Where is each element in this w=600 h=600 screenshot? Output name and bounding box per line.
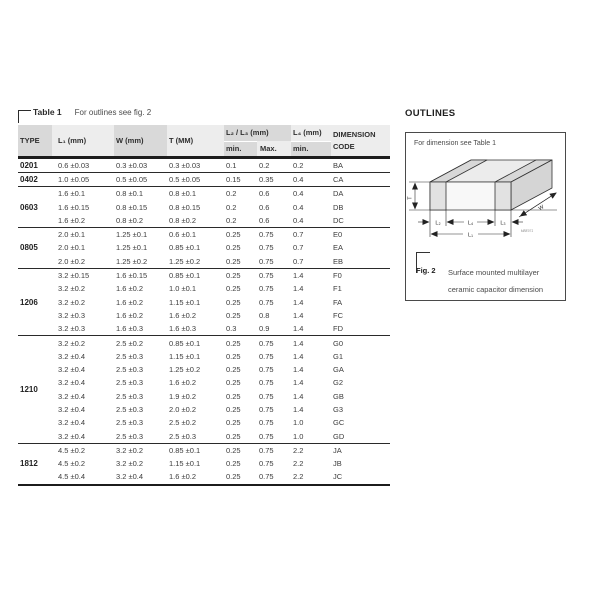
- table-cell: 3.2 ±0.2: [116, 445, 144, 455]
- table-cell: 1.15 ±0.1: [169, 351, 201, 361]
- table-cell: 0.8: [259, 310, 270, 320]
- table-cell: 1.6 ±0.15: [116, 271, 148, 281]
- table-cell: 1.4: [293, 338, 304, 348]
- table-cell: 0.2: [259, 160, 270, 170]
- table-cell: 1.4: [293, 324, 304, 334]
- table-cell: F0: [333, 271, 342, 281]
- table-group-0805: [18, 228, 390, 269]
- table-cell: GD: [333, 431, 345, 441]
- table-cell: 1.0: [293, 431, 304, 441]
- header-l4: L₄ (mm): [293, 128, 322, 138]
- table-cell: 0.75: [259, 378, 274, 388]
- table-cell: 0.75: [259, 472, 274, 482]
- table-title: Table 1: [33, 107, 62, 117]
- table-cell: 0.85 ±0.1: [169, 271, 201, 281]
- table-cell: 0.2: [226, 215, 237, 225]
- type-label: 1206: [20, 297, 38, 307]
- table-cell: 1.25 ±0.1: [116, 243, 148, 253]
- table-cell: 0.3: [226, 324, 237, 334]
- figure-caption-text: [448, 265, 543, 298]
- table-group-0201: [18, 159, 390, 173]
- table-cell: JA: [333, 445, 342, 455]
- table-cell: EB: [333, 256, 344, 266]
- table-cell: FC: [333, 310, 343, 320]
- table-cell: 1.4: [293, 271, 304, 281]
- table-cell: 3.2 ±0.15: [58, 271, 90, 281]
- table-cell: 0.8 ±0.2: [169, 215, 197, 225]
- table-cell: 0.1: [226, 160, 237, 170]
- table-cell: 3.2 ±0.2: [58, 338, 86, 348]
- dim-label-w: W: [537, 204, 546, 213]
- table-cell: 0.35: [259, 174, 274, 184]
- header-t: T (MM): [169, 136, 194, 145]
- table-cell: 1.4: [293, 351, 304, 361]
- header-l2l3-max: Max.: [257, 141, 291, 157]
- table-group-0603: [18, 187, 390, 228]
- table-cell: 0.6: [259, 215, 270, 225]
- table-cell: 1.6 ±0.2: [116, 284, 144, 294]
- table-cell: 1.0 ±0.05: [58, 174, 90, 184]
- table-cell: 3.2 ±0.4: [58, 378, 86, 388]
- table-cell: 0.8 ±0.15: [169, 202, 201, 212]
- table-cell: 1.25 ±0.2: [116, 256, 148, 266]
- table-cell: 4.5 ±0.2: [58, 459, 86, 469]
- table-cell: 2.5 ±0.3: [169, 431, 197, 441]
- table-cell: 3.2 ±0.2: [58, 284, 86, 294]
- chip-front-right-termination: [495, 182, 511, 210]
- header-dimension-line1: DIMENSION: [333, 130, 376, 139]
- table-cell: 3.2 ±0.4: [58, 365, 86, 375]
- table-cell: 2.5 ±0.2: [169, 418, 197, 428]
- table-cell: 0.25: [226, 297, 241, 307]
- table-cell: 0.8 ±0.1: [116, 189, 144, 199]
- table-cell: 0.4: [293, 189, 304, 199]
- dim-label-l3: L₃: [500, 220, 506, 227]
- table-cell: 1.6 ±0.2: [116, 310, 144, 320]
- table-cell: 0.6 ±0.1: [169, 230, 197, 240]
- type-label: 0201: [20, 160, 38, 170]
- outlines-heading: OUTLINES: [405, 108, 456, 119]
- table-cell: 0.3 ±0.03: [169, 160, 201, 170]
- table-group-1812: [18, 444, 390, 484]
- table-cell: 0.25: [226, 338, 241, 348]
- table-cell: FA: [333, 297, 343, 307]
- table-cell: 1.0 ±0.1: [169, 284, 197, 294]
- table-cell: 1.6 ±0.2: [169, 472, 197, 482]
- table-cell: G3: [333, 404, 344, 414]
- table-cell: G1: [333, 351, 344, 361]
- table-body: [18, 159, 390, 486]
- table-group-0402: [18, 173, 390, 187]
- table-cell: 3.2 ±0.4: [58, 351, 86, 361]
- table-cell: 2.5 ±0.3: [116, 391, 144, 401]
- table-cell: 0.75: [259, 297, 274, 307]
- table-cell: 3.2 ±0.4: [58, 391, 86, 401]
- header-dimension-code: [331, 125, 390, 156]
- header-l2-l3: L₂ / L₃ (mm): [224, 125, 291, 141]
- table-cell: 3.2 ±0.2: [116, 459, 144, 469]
- table-cell: 3.2 ±0.4: [58, 431, 86, 441]
- table-cell: 0.75: [259, 284, 274, 294]
- table-cell: 2.0 ±0.1: [58, 230, 86, 240]
- table-cell: 0.25: [226, 472, 241, 482]
- figure-note: For dimension see Table 1: [414, 140, 496, 147]
- header-w: W (mm): [114, 125, 167, 156]
- outlines-section: [405, 108, 570, 301]
- table-cell: GB: [333, 391, 344, 401]
- table-cell: 1.6 ±0.2: [116, 297, 144, 307]
- table-cell: 1.6 ±0.1: [58, 189, 86, 199]
- table-cell: EA: [333, 243, 344, 253]
- table-cell: 2.5 ±0.3: [116, 418, 144, 428]
- table-cell: 2.5 ±0.3: [116, 404, 144, 414]
- table-cell: 1.25 ±0.1: [116, 230, 148, 240]
- table-cell: E0: [333, 230, 343, 240]
- drawing-code: MBE071: [520, 229, 534, 233]
- table-cell: 0.85 ±0.1: [169, 338, 201, 348]
- table-cell: 1.6 ±0.2: [58, 215, 86, 225]
- table-cell: 1.6 ±0.3: [169, 324, 197, 334]
- table-cell: 1.6 ±0.3: [116, 324, 144, 334]
- table-cell: 0.6: [259, 189, 270, 199]
- table-cell: GC: [333, 418, 345, 428]
- table-cell: 1.9 ±0.2: [169, 391, 197, 401]
- table-cell: F1: [333, 284, 342, 294]
- table-cell: JC: [333, 472, 343, 482]
- table-cell: 3.2 ±0.4: [58, 404, 86, 414]
- table-cell: DC: [333, 215, 344, 225]
- table-cell: 2.5 ±0.2: [116, 338, 144, 348]
- table-cell: 2.5 ±0.3: [116, 365, 144, 375]
- table-cell: 1.4: [293, 365, 304, 375]
- table-cell: BA: [333, 160, 344, 170]
- table-cell: 0.75: [259, 351, 274, 361]
- table-cell: 0.75: [259, 230, 274, 240]
- chip-front-left-termination: [430, 182, 446, 210]
- table-cell: 1.4: [293, 297, 304, 307]
- table-cell: CA: [333, 174, 344, 184]
- table-cell: 0.75: [259, 271, 274, 281]
- table-cell: 0.25: [226, 404, 241, 414]
- table-cell: 0.75: [259, 391, 274, 401]
- table-cell: 0.85 ±0.1: [169, 243, 201, 253]
- table-cell: 0.6: [259, 202, 270, 212]
- table-cell: 0.4: [293, 215, 304, 225]
- table-cell: 0.5 ±0.05: [169, 174, 201, 184]
- table-cell: 0.75: [259, 418, 274, 428]
- table-cell: 0.75: [259, 256, 274, 266]
- table-group-1210: [18, 336, 390, 443]
- type-label: 1210: [20, 385, 38, 395]
- table-cell: 0.75: [259, 459, 274, 469]
- dimension-table-section: [18, 104, 390, 486]
- table-cell: 2.2: [293, 445, 304, 455]
- table-cell: 0.2: [226, 202, 237, 212]
- table-cell: 0.7: [293, 230, 304, 240]
- table-cell: G0: [333, 338, 344, 348]
- caption-line-1: Surface mounted multilayer: [448, 268, 540, 277]
- table-cell: 0.75: [259, 338, 274, 348]
- capacitor-outline-drawing: [407, 157, 564, 243]
- table-cell: 1.15 ±0.1: [169, 459, 201, 469]
- table-cell: DA: [333, 189, 344, 199]
- table-cell: G2: [333, 378, 344, 388]
- table-cell: 0.25: [226, 418, 241, 428]
- table-cell: DB: [333, 202, 344, 212]
- table-cell: 2.0 ±0.2: [58, 256, 86, 266]
- table-cell: 0.25: [226, 378, 241, 388]
- table-cell: 3.2 ±0.4: [58, 418, 86, 428]
- header-dimension-line2: CODE: [333, 142, 355, 151]
- table-cell: 0.25: [226, 230, 241, 240]
- table-cell: 0.25: [226, 365, 241, 375]
- type-label: 0603: [20, 202, 38, 212]
- table-cell: 3.2 ±0.2: [58, 297, 86, 307]
- table-group-1206: [18, 269, 390, 336]
- table-cell: 0.25: [226, 271, 241, 281]
- table-cell: 1.6 ±0.2: [169, 310, 197, 320]
- table-cell: 0.25: [226, 459, 241, 469]
- dim-label-l4: L₄: [467, 220, 474, 227]
- table-cell: 0.15: [226, 174, 241, 184]
- table-cell: 0.75: [259, 445, 274, 455]
- table-callout-bracket-icon: [18, 110, 31, 123]
- table-cell: 1.15 ±0.1: [169, 297, 201, 307]
- table-cell: 0.2: [293, 160, 304, 170]
- table-cell: 0.9: [259, 324, 270, 334]
- table-cell: 0.25: [226, 243, 241, 253]
- table-cell: 0.4: [293, 174, 304, 184]
- table-cell: 3.2 ±0.3: [58, 324, 86, 334]
- table-cell: 0.25: [226, 391, 241, 401]
- table-cell: 0.5 ±0.05: [116, 174, 148, 184]
- type-label: 1812: [20, 459, 38, 469]
- table-cell: 0.6 ±0.03: [58, 160, 90, 170]
- table-cell: 1.25 ±0.2: [169, 365, 201, 375]
- table-cell: 2.5 ±0.3: [116, 378, 144, 388]
- table-cell: 0.25: [226, 445, 241, 455]
- table-cell: 4.5 ±0.2: [58, 445, 86, 455]
- table-cell: 0.8 ±0.1: [169, 189, 197, 199]
- table-cell: 0.25: [226, 310, 241, 320]
- table-cell: 1.4: [293, 391, 304, 401]
- table-cell: 1.6 ±0.15: [58, 202, 90, 212]
- figure-caption-label: Fig. 2: [416, 266, 436, 275]
- table-cell: 1.4: [293, 284, 304, 294]
- table-cell: 2.5 ±0.3: [116, 431, 144, 441]
- table-cell: 0.25: [226, 284, 241, 294]
- table-cell: 3.2 ±0.3: [58, 310, 86, 320]
- table-cell: 2.2: [293, 459, 304, 469]
- table-cell: 0.75: [259, 431, 274, 441]
- table-cell: 0.75: [259, 365, 274, 375]
- table-cell: 1.4: [293, 378, 304, 388]
- table-cell: 1.25 ±0.2: [169, 256, 201, 266]
- type-label: 0402: [20, 174, 38, 184]
- table-cell: 0.25: [226, 256, 241, 266]
- table-cell: 0.75: [259, 404, 274, 414]
- table-title-row: [18, 104, 390, 124]
- header-l4-min: min.: [291, 141, 331, 157]
- table-cell: 0.7: [293, 256, 304, 266]
- table-cell: 0.25: [226, 431, 241, 441]
- table-cell: 2.0 ±0.1: [58, 243, 86, 253]
- table-cell: FD: [333, 324, 343, 334]
- table-cell: 1.0: [293, 418, 304, 428]
- table-cell: 1.6 ±0.2: [169, 378, 197, 388]
- dim-label-l1: L₁: [468, 232, 473, 239]
- table-cell: 3.2 ±0.4: [116, 472, 144, 482]
- table-cell: 2.2: [293, 472, 304, 482]
- type-label: 0805: [20, 243, 38, 253]
- table-cell: 4.5 ±0.4: [58, 472, 86, 482]
- header-l1: L₁ (mm): [58, 136, 87, 145]
- table-cell: GA: [333, 365, 344, 375]
- table-cell: 0.8 ±0.15: [116, 202, 148, 212]
- header-l2l3-min: min.: [224, 141, 257, 157]
- dim-label-t: T: [407, 196, 414, 200]
- table-cell: 0.4: [293, 202, 304, 212]
- caption-line-2: ceramic capacitor dimension: [448, 284, 544, 294]
- table-cell: 0.7: [293, 243, 304, 253]
- table-cell: 0.8 ±0.2: [116, 215, 144, 225]
- table-cell: 0.3 ±0.03: [116, 160, 148, 170]
- figure-box: [405, 132, 566, 301]
- table-cell: 1.4: [293, 404, 304, 414]
- table-cell: 0.25: [226, 351, 241, 361]
- table-cell: 0.85 ±0.1: [169, 445, 201, 455]
- header-type: TYPE: [18, 125, 52, 156]
- table-cell: 2.0 ±0.2: [169, 404, 197, 414]
- table-cell: 0.2: [226, 189, 237, 199]
- dim-label-l2: L₂: [435, 220, 441, 227]
- table-cell: 1.4: [293, 310, 304, 320]
- table-cell: 2.5 ±0.3: [116, 351, 144, 361]
- table-cell: JB: [333, 459, 342, 469]
- table-subtitle: For outlines see fig. 2: [74, 107, 152, 117]
- table-cell: 0.75: [259, 243, 274, 253]
- table-header: [18, 125, 390, 156]
